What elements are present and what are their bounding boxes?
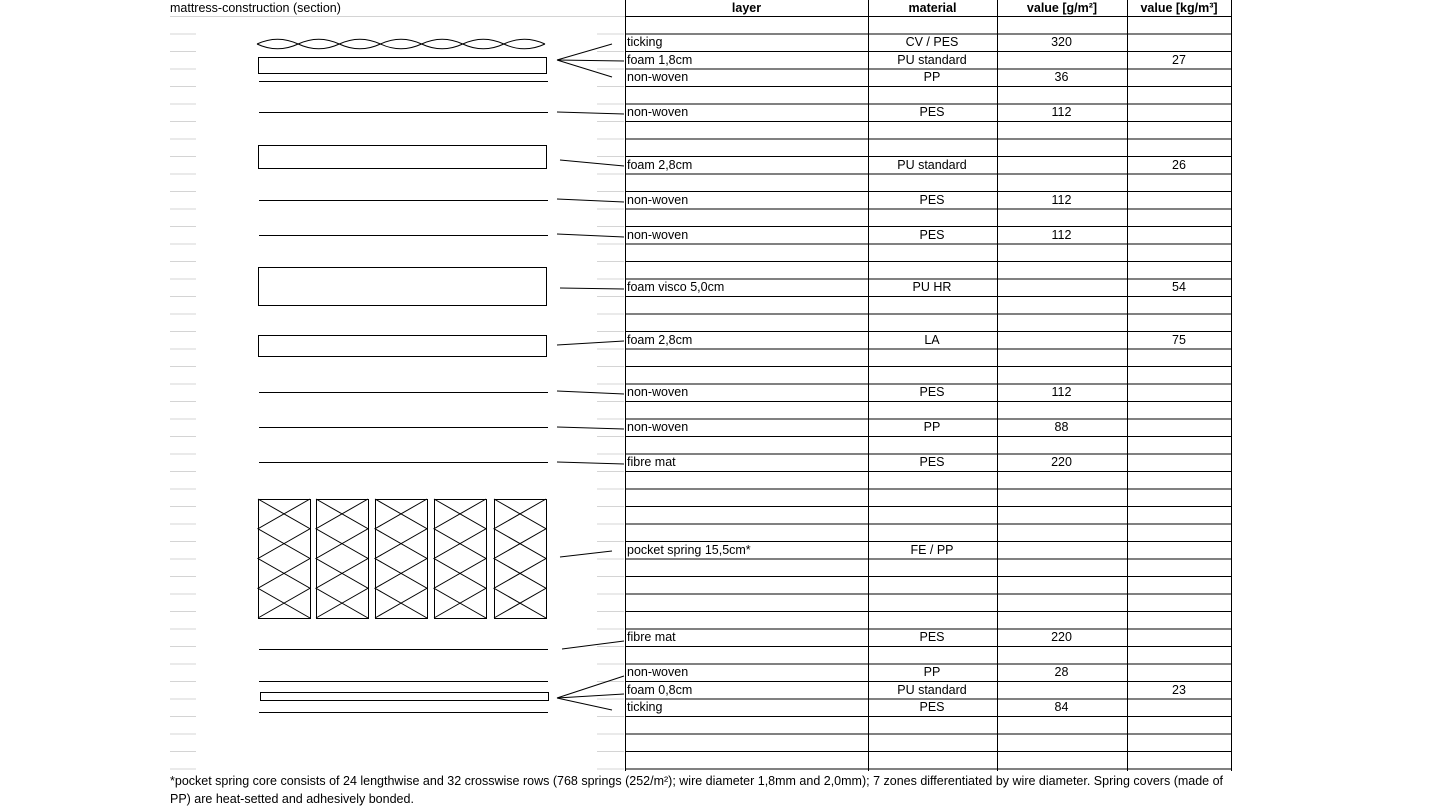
row-value-kgm3[interactable] [1127, 69, 1231, 86]
foam-layer-1-8cm [259, 58, 547, 74]
row-material[interactable]: PES [919, 630, 945, 644]
row-value-kgm3[interactable]: 27 [1172, 52, 1186, 67]
row-layer[interactable]: foam 1,8cm [627, 52, 693, 67]
row-layer[interactable]: foam 2,8cm [627, 157, 693, 172]
footnote: *pocket spring core consists of 24 lengthwise and 32 crosswise rows (768 springs (252/m²); wire diameter 1,8mm and 2,0mm); 7 zones differentiated by wire diameter. Spring covers (made of PP) are heat-setted and adhesively bonded. [170, 774, 1224, 806]
row-value-gsm[interactable] [997, 157, 1126, 174]
row-layer[interactable]: fibre mat [627, 630, 676, 644]
row-material[interactable]: PES [919, 227, 945, 242]
leader-line [557, 427, 624, 429]
row-material[interactable]: PP [923, 420, 941, 434]
row-layer[interactable]: non-woven [627, 192, 689, 207]
row-value-kgm3[interactable] [1127, 629, 1231, 646]
row-material[interactable]: PES [919, 192, 945, 207]
row-value-gsm[interactable]: 220 [1051, 630, 1072, 644]
row-material[interactable]: PU standard [897, 157, 967, 172]
row-layer[interactable]: foam visco 5,0cm [627, 280, 725, 294]
row-layer[interactable]: pocket spring 15,5cm* [627, 542, 751, 557]
row-material[interactable]: PP [923, 665, 941, 679]
row-layer[interactable]: non-woven [627, 70, 689, 84]
row-value-gsm[interactable] [997, 279, 1126, 296]
row-value-gsm[interactable]: 84 [1054, 700, 1069, 714]
row-material[interactable]: FE / PP [910, 542, 954, 557]
row-value-gsm[interactable]: 112 [1051, 385, 1072, 399]
row-material[interactable]: PES [919, 105, 945, 119]
foam-la-layer [259, 336, 547, 357]
leader-line [557, 60, 612, 77]
row-value-kgm3[interactable]: 23 [1172, 682, 1186, 697]
leader-line [560, 551, 612, 557]
leader-line [557, 462, 624, 464]
row-value-kgm3[interactable] [1127, 104, 1231, 121]
row-value-kgm3[interactable] [1127, 542, 1231, 559]
row-value-gsm[interactable]: 220 [1051, 455, 1072, 469]
row-value-gsm[interactable]: 88 [1054, 420, 1069, 434]
row-layer[interactable]: fibre mat [627, 455, 676, 469]
row-material[interactable]: LA [924, 332, 940, 347]
row-material[interactable]: CV / PES [905, 35, 959, 49]
row-material[interactable]: PES [919, 700, 945, 714]
row-value-gsm[interactable]: 112 [1051, 227, 1072, 242]
row-value-kgm3[interactable] [1127, 664, 1231, 681]
leader-line [557, 60, 624, 61]
row-layer[interactable]: non-woven [627, 420, 689, 434]
header-value-gsm[interactable]: value [g/m²] [1026, 1, 1098, 15]
leader-line [557, 199, 624, 202]
row-material[interactable]: PP [923, 70, 941, 84]
pocket-spring-core [258, 499, 547, 619]
header-value-kgm3[interactable]: value [kg/m³] [1140, 1, 1218, 15]
ticking-wave-top [257, 39, 545, 49]
foam-visco-layer [259, 268, 547, 306]
row-layer[interactable]: non-woven [627, 665, 689, 679]
row-layer[interactable]: ticking [627, 700, 663, 714]
leader-line [557, 341, 624, 345]
row-value-kgm3[interactable]: 54 [1172, 280, 1186, 294]
leader-line [557, 391, 624, 394]
leader-line [560, 288, 624, 289]
row-material[interactable]: PES [919, 455, 945, 469]
row-value-gsm[interactable]: 112 [1051, 105, 1072, 119]
row-value-kgm3[interactable] [1127, 34, 1231, 51]
leader-line [557, 234, 624, 237]
page-title: mattress-construction (section) [170, 1, 341, 15]
row-value-kgm3[interactable] [1127, 699, 1231, 716]
header-layer[interactable]: layer [731, 1, 762, 15]
row-layer[interactable]: foam 0,8cm [627, 682, 693, 697]
row-material[interactable]: PU standard [897, 52, 967, 67]
header-material[interactable]: material [908, 1, 957, 15]
row-layer[interactable]: non-woven [627, 385, 689, 399]
row-value-kgm3[interactable] [1127, 384, 1231, 401]
leader-line [560, 160, 624, 166]
row-layer[interactable]: foam 2,8cm [627, 332, 693, 347]
row-value-gsm[interactable] [997, 332, 1126, 349]
row-value-gsm[interactable] [997, 52, 1126, 69]
row-value-kgm3[interactable]: 75 [1172, 332, 1186, 347]
row-value-kgm3[interactable] [1127, 419, 1231, 436]
row-material[interactable]: PES [919, 385, 945, 399]
row-value-gsm[interactable]: 320 [1051, 35, 1072, 49]
row-layer[interactable]: non-woven [627, 105, 689, 119]
leader-line [562, 641, 624, 649]
row-value-gsm[interactable]: 36 [1054, 70, 1069, 84]
leader-line [557, 44, 612, 60]
row-value-gsm[interactable]: 112 [1051, 192, 1072, 207]
leader-line [557, 698, 612, 710]
foam-layer-0-8cm [261, 693, 549, 701]
foam-layer-2-8cm [259, 146, 547, 169]
row-material[interactable]: PU standard [897, 682, 967, 697]
row-material[interactable]: PU HR [912, 280, 952, 294]
row-value-gsm[interactable] [997, 542, 1126, 559]
row-value-gsm[interactable]: 28 [1054, 665, 1069, 679]
row-value-kgm3[interactable] [1127, 227, 1231, 244]
row-layer[interactable]: non-woven [627, 227, 689, 242]
row-value-kgm3[interactable] [1127, 454, 1231, 471]
leader-line [557, 112, 624, 114]
row-value-gsm[interactable] [997, 682, 1126, 699]
row-value-kgm3[interactable]: 26 [1172, 157, 1186, 172]
row-value-kgm3[interactable] [1127, 192, 1231, 209]
row-layer[interactable]: ticking [627, 35, 663, 49]
